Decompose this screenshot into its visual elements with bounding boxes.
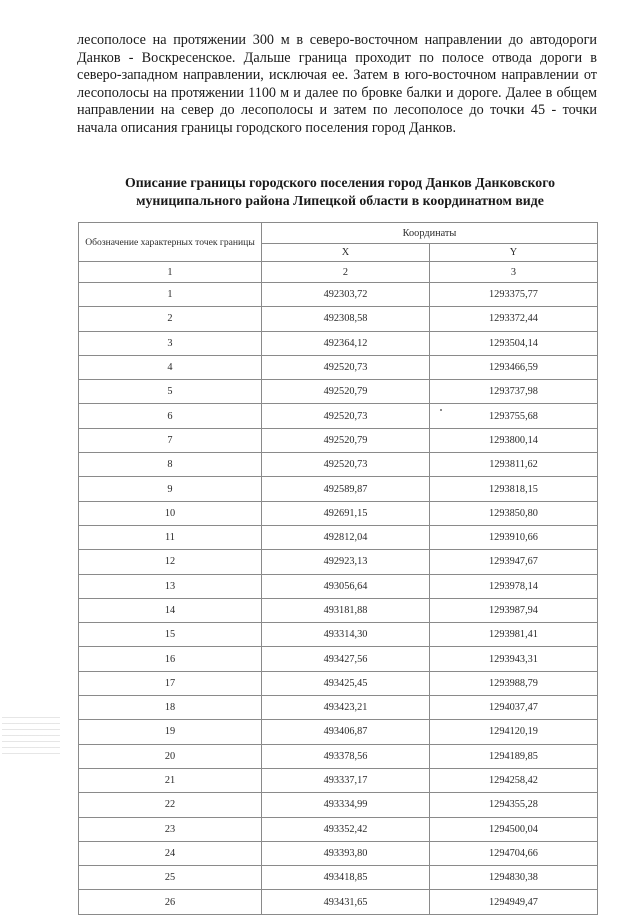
column-number-2: 2 [262,262,430,283]
table-row [79,841,598,865]
table-row [79,647,598,671]
cell-x: 492308,58 [262,307,430,331]
cell-y: 1293988,79 [430,671,598,695]
cell-point: 23 [79,817,262,841]
cell-y: 1293811,62 [430,453,598,477]
table-row [79,817,598,841]
cell-y: 1293987,94 [430,598,598,622]
column-number-1: 1 [79,262,262,283]
cell-x: 492520,79 [262,380,430,404]
cell-x: 493425,45 [262,671,430,695]
cell-x: 492520,79 [262,428,430,452]
cell-point: 20 [79,744,262,768]
table-row [79,355,598,379]
header-coordinates: Координаты [262,223,598,244]
cell-point: 5 [79,380,262,404]
cell-point: 9 [79,477,262,501]
cell-x: 493181,88 [262,598,430,622]
table-row [79,404,598,428]
cell-x: 493337,17 [262,768,430,792]
cell-y: 1293800,14 [430,428,598,452]
cell-x: 493378,56 [262,744,430,768]
cell-y: 1293372,44 [430,307,598,331]
cell-x: 492303,72 [262,283,430,307]
cell-y: 1294258,42 [430,768,598,792]
cell-point: 4 [79,355,262,379]
cell-x: 493334,99 [262,793,430,817]
cell-point: 6 [79,404,262,428]
cell-y: 1293504,14 [430,331,598,355]
coordinates-table [78,222,598,915]
section-title-line-2: муниципального района Липецкой области в координатном виде [136,193,544,208]
cell-point: 10 [79,501,262,525]
cell-x: 493427,56 [262,647,430,671]
header-x: X [262,244,430,262]
header-point-designation: Обозначение характерных точек границы [79,223,262,262]
cell-y: 1294500,04 [430,817,598,841]
cell-point: 18 [79,696,262,720]
cell-point: 3 [79,331,262,355]
table-header-row [79,223,598,244]
cell-x: 493406,87 [262,720,430,744]
cell-y: 1294189,85 [430,744,598,768]
section-title [60,174,620,210]
table-row [79,477,598,501]
cell-x: 492923,13 [262,550,430,574]
cell-y: 1294120,19 [430,720,598,744]
table-row [79,890,598,914]
cell-point: 26 [79,890,262,914]
cell-x: 492364,12 [262,331,430,355]
cell-y: 1293375,77 [430,283,598,307]
cell-point: 12 [79,550,262,574]
cell-y: 1293737,98 [430,380,598,404]
cell-x: 492520,73 [262,453,430,477]
table-row [79,696,598,720]
table-row [79,453,598,477]
table-row [79,720,598,744]
cell-point: 17 [79,671,262,695]
scan-speck [440,409,442,411]
cell-point: 19 [79,720,262,744]
cell-y: 1294949,47 [430,890,598,914]
cell-x: 492520,73 [262,404,430,428]
cell-point: 7 [79,428,262,452]
cell-y: 1293850,80 [430,501,598,525]
cell-x: 493418,85 [262,866,430,890]
cell-y: 1294355,28 [430,793,598,817]
cell-point: 24 [79,841,262,865]
cell-x: 493393,80 [262,841,430,865]
cell-x: 493314,30 [262,623,430,647]
cell-point: 1 [79,283,262,307]
scan-artifact [2,714,60,754]
cell-y: 1294704,66 [430,841,598,865]
cell-y: 1293755,68 [430,404,598,428]
cell-x: 493352,42 [262,817,430,841]
cell-y: 1293466,59 [430,355,598,379]
table-row [79,380,598,404]
table-row [79,866,598,890]
cell-x: 492691,15 [262,501,430,525]
column-number-row [79,262,598,283]
intro-paragraph: лесополосе на протяжении 300 м в северо-восточном направлении до автодороги Данков - Воскресенское. Дальше граница проходит по полосе отвода дороги в северо-западном направлении, исключая ее. Затем в юго-восточном направлении от лесополосы на протяжении 1100 м и далее по бровке балки и дороге. Далее в общем направлении на север до лесополосы и затем по лесополосе до точки 45 - точки начала описания границы городского поселения город Данков. [77,32,597,136]
header-y: Y [430,244,598,262]
table-row [79,744,598,768]
cell-y: 1293978,14 [430,574,598,598]
table-row [79,331,598,355]
cell-y: 1293947,67 [430,550,598,574]
table-row [79,501,598,525]
cell-y: 1294037,47 [430,696,598,720]
table-row [79,623,598,647]
cell-point: 25 [79,866,262,890]
cell-x: 493423,21 [262,696,430,720]
section-title-line-1: Описание границы городского поселения город Данков Данковского [124,175,556,190]
cell-point: 8 [79,453,262,477]
cell-y: 1293981,41 [430,623,598,647]
cell-y: 1294830,38 [430,866,598,890]
cell-point: 21 [79,768,262,792]
column-number-3: 3 [430,262,598,283]
table-row [79,768,598,792]
cell-y: 1293943,31 [430,647,598,671]
cell-point: 14 [79,598,262,622]
cell-y: 1293910,66 [430,525,598,549]
cell-point: 2 [79,307,262,331]
cell-y: 1293818,15 [430,477,598,501]
cell-point: 16 [79,647,262,671]
cell-x: 493056,64 [262,574,430,598]
table-row [79,283,598,307]
cell-x: 492812,04 [262,525,430,549]
cell-point: 22 [79,793,262,817]
table-row [79,428,598,452]
cell-point: 15 [79,623,262,647]
table-row [79,671,598,695]
cell-x: 492589,87 [262,477,430,501]
table-row [79,574,598,598]
table-row [79,307,598,331]
cell-point: 13 [79,574,262,598]
cell-x: 492520,73 [262,355,430,379]
table-row [79,525,598,549]
table-row [79,598,598,622]
cell-x: 493431,65 [262,890,430,914]
table-row [79,550,598,574]
table-row [79,793,598,817]
cell-point: 11 [79,525,262,549]
